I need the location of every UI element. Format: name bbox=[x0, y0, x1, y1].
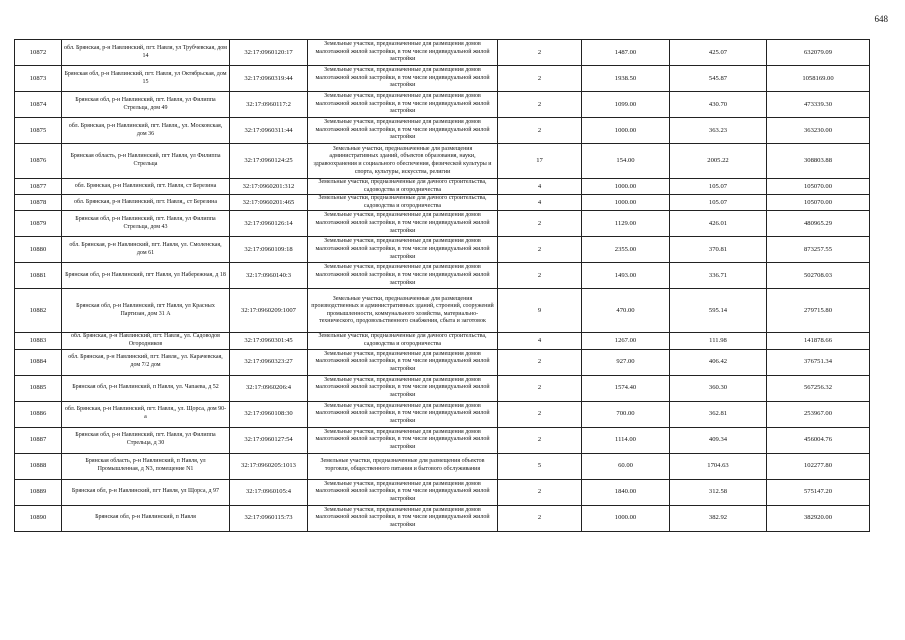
area-cell: 1000.00 bbox=[582, 118, 670, 144]
address-cell: обл. Брянская, р-н Навлинский, пгт. Навля,, ул. Щорса, дом 90-а bbox=[62, 401, 230, 427]
row-number-cell: 10881 bbox=[15, 263, 62, 289]
cadastral-value-cell: 102277.80 bbox=[767, 453, 870, 479]
cadastral-value-cell: 480965.29 bbox=[767, 211, 870, 237]
address-cell: Брянская обл, р-н Навлинский, п Навля bbox=[62, 505, 230, 531]
group-number-cell: 2 bbox=[498, 349, 582, 375]
group-number-cell: 2 bbox=[498, 40, 582, 66]
table-row bbox=[15, 505, 870, 531]
land-purpose-cell: Земельные участки, предназначенные для размещения домов малоэтажной жилой застройки, в том числе индивидуальной жилой застройки bbox=[308, 211, 498, 237]
cadastral-value-cell: 105070.00 bbox=[767, 179, 870, 195]
cadastral-number-cell: 32:17:0960115:73 bbox=[230, 505, 308, 531]
cadastral-value-table bbox=[14, 39, 870, 532]
specific-value-cell: 362.81 bbox=[670, 401, 767, 427]
area-cell: 470.00 bbox=[582, 289, 670, 333]
specific-value-cell: 105.07 bbox=[670, 179, 767, 195]
specific-value-cell: 409.34 bbox=[670, 427, 767, 453]
cadastral-value-cell: 1058169.00 bbox=[767, 66, 870, 92]
area-cell: 927.00 bbox=[582, 349, 670, 375]
area-cell: 1574.40 bbox=[582, 375, 670, 401]
address-cell: Брянская обл, р-н Навлинский, пгт. Навля, ул Филиппа Стрельца, д 30 bbox=[62, 427, 230, 453]
row-number-cell: 10873 bbox=[15, 66, 62, 92]
cadastral-value-cell: 141878.66 bbox=[767, 333, 870, 349]
cadastral-value-cell: 567256.32 bbox=[767, 375, 870, 401]
land-purpose-cell: Земельные участки, предназначенные для дачного строительства, садоводства и огородничества bbox=[308, 179, 498, 195]
row-number-cell: 10880 bbox=[15, 237, 62, 263]
area-cell: 1000.00 bbox=[582, 195, 670, 211]
row-number-cell: 10886 bbox=[15, 401, 62, 427]
area-cell: 1938.50 bbox=[582, 66, 670, 92]
specific-value-cell: 363.23 bbox=[670, 118, 767, 144]
cadastral-value-cell: 382920.00 bbox=[767, 505, 870, 531]
specific-value-cell: 545.87 bbox=[670, 66, 767, 92]
table-row bbox=[15, 211, 870, 237]
row-number-cell: 10887 bbox=[15, 427, 62, 453]
group-number-cell: 2 bbox=[498, 479, 582, 505]
table-row bbox=[15, 375, 870, 401]
group-number-cell: 9 bbox=[498, 289, 582, 333]
cadastral-number-cell: 32:17:0960206:4 bbox=[230, 375, 308, 401]
table-row bbox=[15, 179, 870, 195]
specific-value-cell: 360.30 bbox=[670, 375, 767, 401]
cadastral-value-cell: 632079.09 bbox=[767, 40, 870, 66]
row-number-cell: 10884 bbox=[15, 349, 62, 375]
address-cell: обл. Брянская, р-н Навлинский, пгт. Навля,, ст Березина bbox=[62, 195, 230, 211]
specific-value-cell: 105.07 bbox=[670, 195, 767, 211]
address-cell: Брянская обл, р-н Навлинский, п Навля, ул. Чапаева, д 52 bbox=[62, 375, 230, 401]
table-row bbox=[15, 263, 870, 289]
cadastral-value-cell: 456004.76 bbox=[767, 427, 870, 453]
group-number-cell: 4 bbox=[498, 195, 582, 211]
row-number-cell: 10878 bbox=[15, 195, 62, 211]
cadastral-number-cell: 32:17:0960201:312 bbox=[230, 179, 308, 195]
row-number-cell: 10885 bbox=[15, 375, 62, 401]
address-cell: Брянская область, р-н Навлинский, пгт Навля, ул Филиппа Стрельца bbox=[62, 144, 230, 179]
row-number-cell: 10888 bbox=[15, 453, 62, 479]
table-row bbox=[15, 427, 870, 453]
land-purpose-cell: Земельные участки, предназначенные для размещения домов малоэтажной жилой застройки, в том числе индивидуальной жилой застройки bbox=[308, 40, 498, 66]
address-cell: Брянская область, р-н Навлинский, п Навля, ул Промышленная, д N3, помещение N1 bbox=[62, 453, 230, 479]
row-number-cell: 10879 bbox=[15, 211, 62, 237]
table-row bbox=[15, 333, 870, 349]
cadastral-number-cell: 32:17:0960120:17 bbox=[230, 40, 308, 66]
group-number-cell: 17 bbox=[498, 144, 582, 179]
specific-value-cell: 406.42 bbox=[670, 349, 767, 375]
cadastral-value-cell: 105070.00 bbox=[767, 195, 870, 211]
address-cell: Брянская обл, р-н Навлинский, пгт. Навля, ул Филиппа Стрельца, дом 49 bbox=[62, 92, 230, 118]
row-number-cell: 10889 bbox=[15, 479, 62, 505]
row-number-cell: 10875 bbox=[15, 118, 62, 144]
specific-value-cell: 312.58 bbox=[670, 479, 767, 505]
specific-value-cell: 2005.22 bbox=[670, 144, 767, 179]
area-cell: 60.00 bbox=[582, 453, 670, 479]
group-number-cell: 4 bbox=[498, 333, 582, 349]
cadastral-number-cell: 32:17:0960108:30 bbox=[230, 401, 308, 427]
land-purpose-cell: Земельные участки, предназначенные для размещения домов малоэтажной жилой застройки, в том числе индивидуальной жилой застройки bbox=[308, 263, 498, 289]
cadastral-value-cell: 376751.34 bbox=[767, 349, 870, 375]
group-number-cell: 2 bbox=[498, 92, 582, 118]
land-purpose-cell: Земельные участки, предназначенные для размещения домов малоэтажной жилой застройки, в том числе индивидуальной жилой застройки bbox=[308, 66, 498, 92]
area-cell: 2355.00 bbox=[582, 237, 670, 263]
address-cell: Брянская обл, р-н Навлинский, пгт. Навля, ул Филиппа Стрельца, дом 43 bbox=[62, 211, 230, 237]
specific-value-cell: 425.07 bbox=[670, 40, 767, 66]
cadastral-value-cell: 873257.55 bbox=[767, 237, 870, 263]
cadastral-number-cell: 32:17:0960105:4 bbox=[230, 479, 308, 505]
specific-value-cell: 370.81 bbox=[670, 237, 767, 263]
address-cell: обл. Брянская, р-н Навлинский, пгт. Навля,, ул. Садоводов Огородников bbox=[62, 333, 230, 349]
area-cell: 1000.00 bbox=[582, 505, 670, 531]
cadastral-number-cell: 32:17:0960319:44 bbox=[230, 66, 308, 92]
area-cell: 154.00 bbox=[582, 144, 670, 179]
cadastral-number-cell: 32:17:0960126:14 bbox=[230, 211, 308, 237]
area-cell: 1493.00 bbox=[582, 263, 670, 289]
land-purpose-cell: Земельные участки, предназначенные для дачного строительства, садоводства и огородничества bbox=[308, 333, 498, 349]
table-row bbox=[15, 92, 870, 118]
specific-value-cell: 595.14 bbox=[670, 289, 767, 333]
group-number-cell: 2 bbox=[498, 211, 582, 237]
table-row bbox=[15, 289, 870, 333]
area-cell: 1000.00 bbox=[582, 179, 670, 195]
row-number-cell: 10883 bbox=[15, 333, 62, 349]
land-purpose-cell: Земельные участки, предназначенные для размещения домов малоэтажной жилой застройки, в том числе индивидуальной жилой застройки bbox=[308, 479, 498, 505]
land-purpose-cell: Земельные участки, предназначенные для размещения домов малоэтажной жилой застройки, в том числе индивидуальной жилой застройки bbox=[308, 401, 498, 427]
land-purpose-cell: Земельные участки, предназначенные для размещения административных зданий, объектов образования, науки, здравоохранения и социального обеспечения, физической культуры и спорта, культуры, искусства, религии bbox=[308, 144, 498, 179]
table-row bbox=[15, 40, 870, 66]
cadastral-value-cell: 363230.00 bbox=[767, 118, 870, 144]
group-number-cell: 2 bbox=[498, 401, 582, 427]
table-row bbox=[15, 144, 870, 179]
cadastral-value-cell: 502708.03 bbox=[767, 263, 870, 289]
land-purpose-cell: Земельные участки, предназначенные для размещения домов малоэтажной жилой застройки, в том числе индивидуальной жилой застройки bbox=[308, 375, 498, 401]
land-purpose-cell: Земельные участки, предназначенные для размещения домов малоэтажной жилой застройки, в том числе индивидуальной жилой застройки bbox=[308, 92, 498, 118]
cadastral-number-cell: 32:17:0960201:465 bbox=[230, 195, 308, 211]
row-number-cell: 10876 bbox=[15, 144, 62, 179]
address-cell: обл. Брянская, р-н Навлинский, пгт. Навля, ст Березина bbox=[62, 179, 230, 195]
group-number-cell: 2 bbox=[498, 375, 582, 401]
land-purpose-cell: Земельные участки, предназначенные для размещения домов малоэтажной жилой застройки, в том числе индивидуальной жилой застройки bbox=[308, 427, 498, 453]
specific-value-cell: 336.71 bbox=[670, 263, 767, 289]
address-cell: обл. Брянская, р-н Навлинский, пгт. Навля,, ул. Московская, дом 36 bbox=[62, 118, 230, 144]
table-row bbox=[15, 401, 870, 427]
cadastral-number-cell: 32:17:0960117:2 bbox=[230, 92, 308, 118]
specific-value-cell: 430.70 bbox=[670, 92, 767, 118]
row-number-cell: 10877 bbox=[15, 179, 62, 195]
cadastral-number-cell: 32:17:0960140:3 bbox=[230, 263, 308, 289]
land-purpose-cell: Земельные участки, предназначенные для размещения производственных и административных зданий, строений, сооружений промышленности, коммунального хозяйства, материально-технического, продовольственного снабжения, сбыта и заготовок bbox=[308, 289, 498, 333]
table-body bbox=[15, 40, 870, 532]
table-row bbox=[15, 66, 870, 92]
cadastral-number-cell: 32:17:0960301:45 bbox=[230, 333, 308, 349]
group-number-cell: 2 bbox=[498, 505, 582, 531]
area-cell: 1129.00 bbox=[582, 211, 670, 237]
area-cell: 1840.00 bbox=[582, 479, 670, 505]
group-number-cell: 2 bbox=[498, 427, 582, 453]
cadastral-number-cell: 32:17:0960109:18 bbox=[230, 237, 308, 263]
cadastral-value-cell: 575147.20 bbox=[767, 479, 870, 505]
cadastral-number-cell: 32:17:0960205:1013 bbox=[230, 453, 308, 479]
row-number-cell: 10872 bbox=[15, 40, 62, 66]
group-number-cell: 2 bbox=[498, 118, 582, 144]
cadastral-number-cell: 32:17:0960127:54 bbox=[230, 427, 308, 453]
group-number-cell: 5 bbox=[498, 453, 582, 479]
table-row bbox=[15, 453, 870, 479]
cadastral-value-cell: 253967.00 bbox=[767, 401, 870, 427]
row-number-cell: 10874 bbox=[15, 92, 62, 118]
land-purpose-cell: Земельные участки, предназначенные для дачного строительства, садоводства и огородничества bbox=[308, 195, 498, 211]
cadastral-value-cell: 308803.88 bbox=[767, 144, 870, 179]
specific-value-cell: 1704.63 bbox=[670, 453, 767, 479]
row-number-cell: 10890 bbox=[15, 505, 62, 531]
table-row bbox=[15, 195, 870, 211]
cadastral-number-cell: 32:17:0960209:1007 bbox=[230, 289, 308, 333]
cadastral-value-cell: 279715.80 bbox=[767, 289, 870, 333]
specific-value-cell: 382.92 bbox=[670, 505, 767, 531]
table-row bbox=[15, 479, 870, 505]
land-purpose-cell: Земельные участки, предназначенные для размещения домов малоэтажной жилой застройки, в том числе индивидуальной жилой застройки bbox=[308, 349, 498, 375]
group-number-cell: 2 bbox=[498, 66, 582, 92]
specific-value-cell: 426.01 bbox=[670, 211, 767, 237]
address-cell: обл. Брянская, р-н Навлинский, пгт. Навля, ул. Смоленская, дом 61 bbox=[62, 237, 230, 263]
group-number-cell: 2 bbox=[498, 263, 582, 289]
address-cell: обл. Брянская, р-н Навлинский, пгт. Навля,, ул. Карачевская, дом 7/2 дом bbox=[62, 349, 230, 375]
area-cell: 1114.00 bbox=[582, 427, 670, 453]
group-number-cell: 4 bbox=[498, 179, 582, 195]
cadastral-number-cell: 32:17:0960323:27 bbox=[230, 349, 308, 375]
cadastral-number-cell: 32:17:0960311:44 bbox=[230, 118, 308, 144]
area-cell: 1487.00 bbox=[582, 40, 670, 66]
table-row bbox=[15, 349, 870, 375]
address-cell: Брянская обл, р-н Навлинский, пгт Навля, ул Красных Партизан, дом 31 А bbox=[62, 289, 230, 333]
land-purpose-cell: Земельные участки, предназначенные для размещения домов малоэтажной жилой застройки, в том числе индивидуальной жилой застройки bbox=[308, 237, 498, 263]
land-purpose-cell: Земельные участки, предназначенные для размещения домов малоэтажной жилой застройки, в том числе индивидуальной жилой застройки bbox=[308, 118, 498, 144]
table-row bbox=[15, 118, 870, 144]
address-cell: Брянская обл, р-н Навлинский, пгт. Навля, ул Октябрьская, дом 15 bbox=[62, 66, 230, 92]
address-cell: Брянская обл, р-н Навлинский, пгт Навля, ул Щорса, д 97 bbox=[62, 479, 230, 505]
area-cell: 1267.00 bbox=[582, 333, 670, 349]
cadastral-value-cell: 473339.30 bbox=[767, 92, 870, 118]
cadastral-number-cell: 32:17:0960124:25 bbox=[230, 144, 308, 179]
page-number: 648 bbox=[874, 14, 888, 24]
land-purpose-cell: Земельные участки, предназначенные для размещения домов малоэтажной жилой застройки, в том числе индивидуальной жилой застройки bbox=[308, 505, 498, 531]
address-cell: Брянская обл, р-н Навлинский, пгт Навля, ул Набережная, д 18 bbox=[62, 263, 230, 289]
area-cell: 700.00 bbox=[582, 401, 670, 427]
area-cell: 1099.00 bbox=[582, 92, 670, 118]
address-cell: обл. Брянская, р-н Навлинский, пгт. Навля, ул Трубчевская, дом 14 bbox=[62, 40, 230, 66]
group-number-cell: 2 bbox=[498, 237, 582, 263]
row-number-cell: 10882 bbox=[15, 289, 62, 333]
specific-value-cell: 111.98 bbox=[670, 333, 767, 349]
land-purpose-cell: Земельные участки, предназначенные для размещения объектов торговли, общественного питания и бытового обслуживания bbox=[308, 453, 498, 479]
table-row bbox=[15, 237, 870, 263]
